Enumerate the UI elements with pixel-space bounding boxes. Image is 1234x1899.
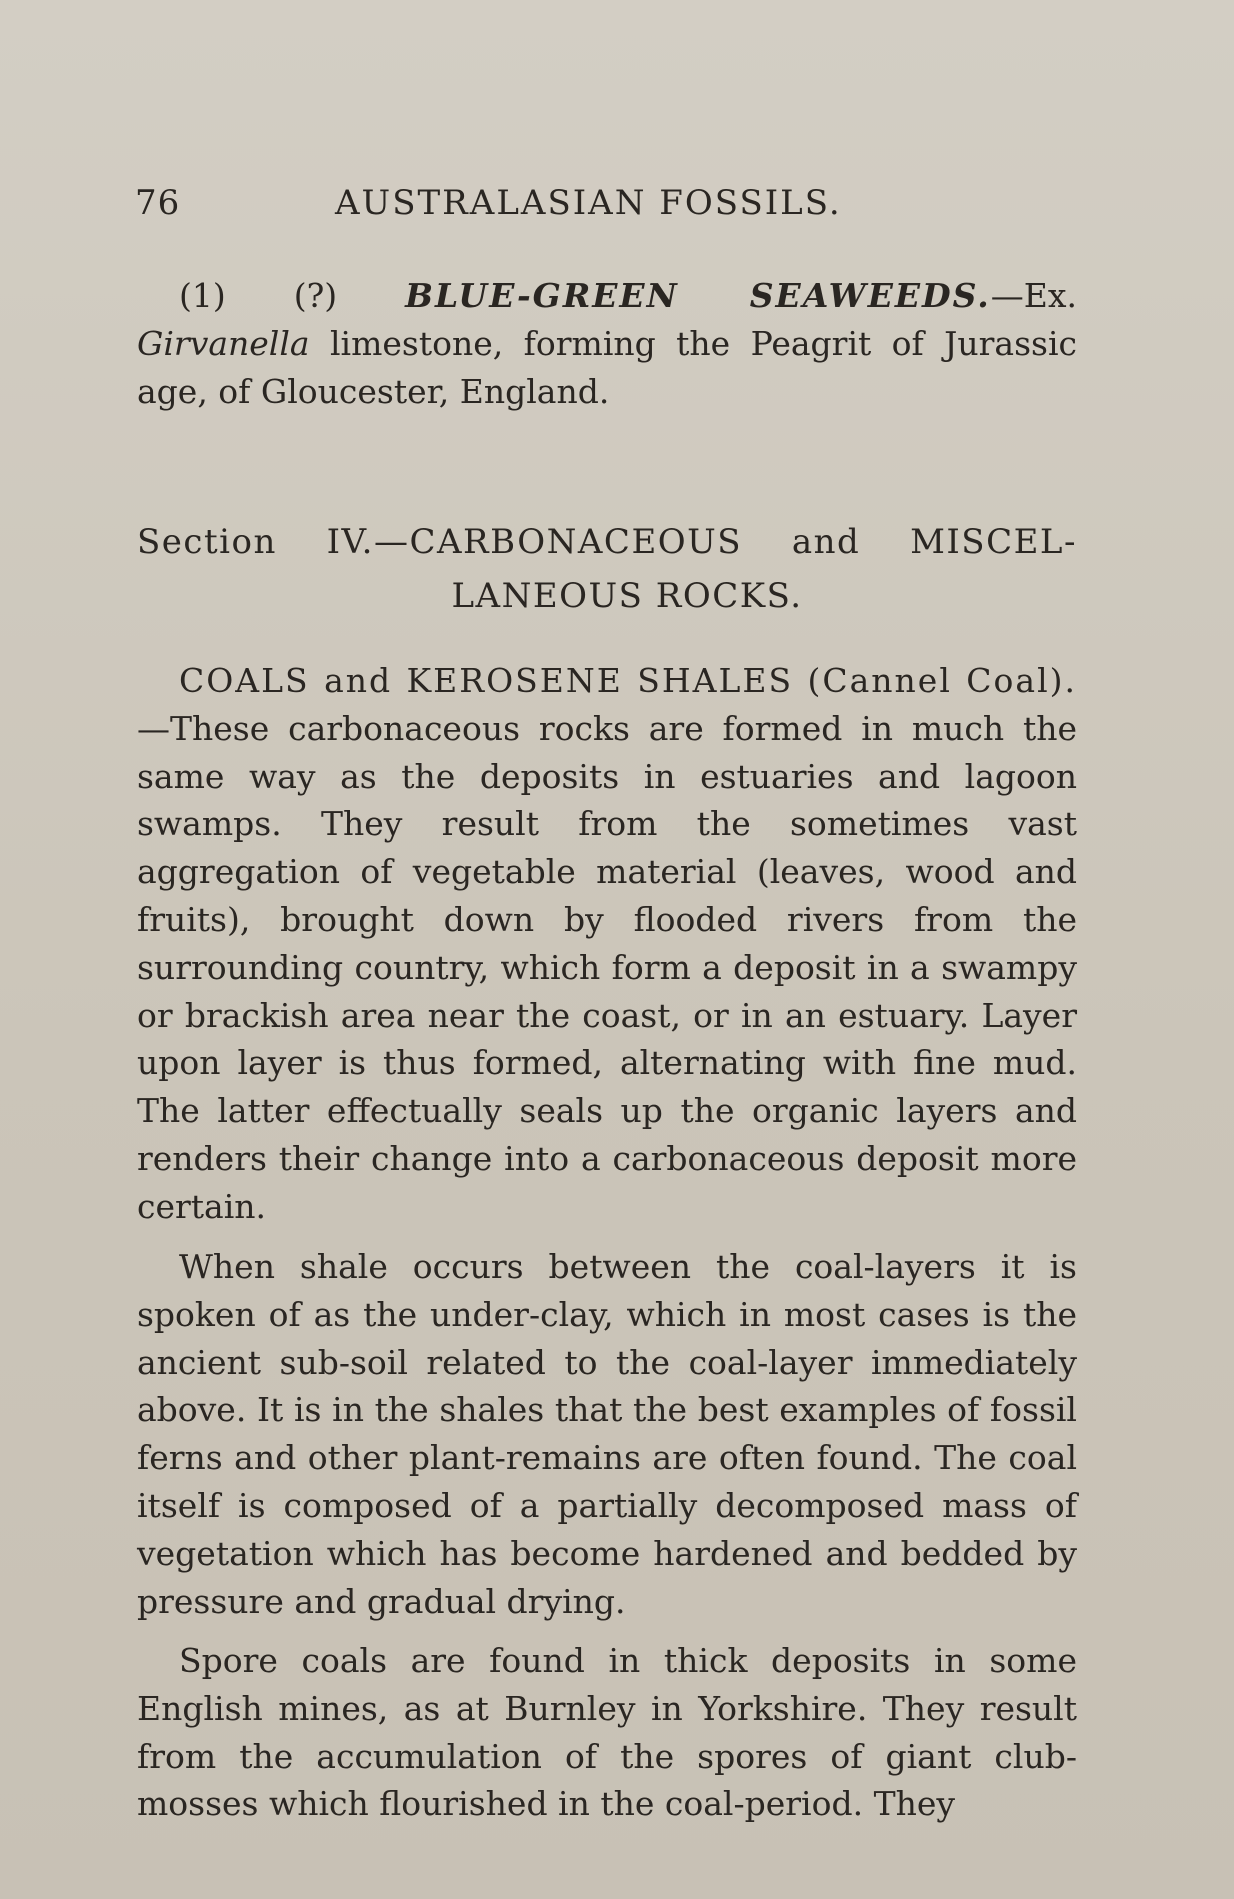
page-header (135, 183, 1075, 233)
entry-paragraph (137, 272, 1077, 415)
entry-number: (1) (?) (179, 276, 338, 315)
coals-body: —These carbonaceous rocks are formed in much the same way as the deposits in estuaries and lagoon swamps. They result from the sometimes vast aggregation of vegetable material (leaves, wood and fruits), brought down by flooded rivers from the surrounding country, which form a deposit in a swampy or brackish area near the coast, or in an estuary. Layer upon layer is thus formed, alternating with fine mud. The latter effectually seals up the organic layers and renders their change into a carbonaceous deposit more certain. (137, 708, 1077, 1226)
entry-text: limestone, forming the Peagrit of Jurassic age, of Gloucester, England. (137, 323, 1077, 411)
section-heading-line2: LANEOUS ROCKS. (451, 576, 803, 616)
section-heading-line1 (137, 515, 1077, 569)
coals-lead: COALS and KEROSENE SHALES (Cannel Coal). (179, 661, 1077, 700)
section-title-part1: IV.—CARBONACEOUS (326, 522, 743, 562)
section-heading (137, 515, 1077, 623)
paragraph-shale (137, 1243, 1077, 1625)
paragraph-coals-text (137, 657, 1077, 1231)
entry-heading: BLUE-GREEN SEAWEEDS. (405, 276, 991, 315)
entry-ex-label: —Ex. (990, 276, 1077, 315)
section-title-part2: MISCEL- (910, 522, 1077, 562)
paragraph-spore-text: Spore coals are found in thick deposits in some English mines, as at Burnley in Yorkshire. They result from the accumulation of the spores of giant club-mosses which flourished in the coal-period. They (137, 1641, 1077, 1824)
running-title: AUSTRALASIAN FOSSILS. (335, 183, 842, 223)
paragraph-shale-text: When shale occurs between the coal-layers it is spoken of as the under-clay, which in most cases is the ancient sub-soil related to the coal-layer immediately above. It is in the shales that the best examples of fossil ferns and other plant-remains are often found. The coal itself is composed of a partially decomposed mass of vegetation which has become hardened and bedded by pressure and gradual drying. (137, 1247, 1077, 1621)
section-conj: and (791, 522, 861, 562)
page-number: 76 (135, 183, 181, 223)
paragraph-spore-coals (137, 1637, 1077, 1828)
entry-blue-green-seaweeds (137, 272, 1077, 415)
entry-genus: Girvanella (137, 323, 310, 363)
section-label: Section (137, 522, 277, 562)
paragraph-coals (137, 657, 1077, 1231)
